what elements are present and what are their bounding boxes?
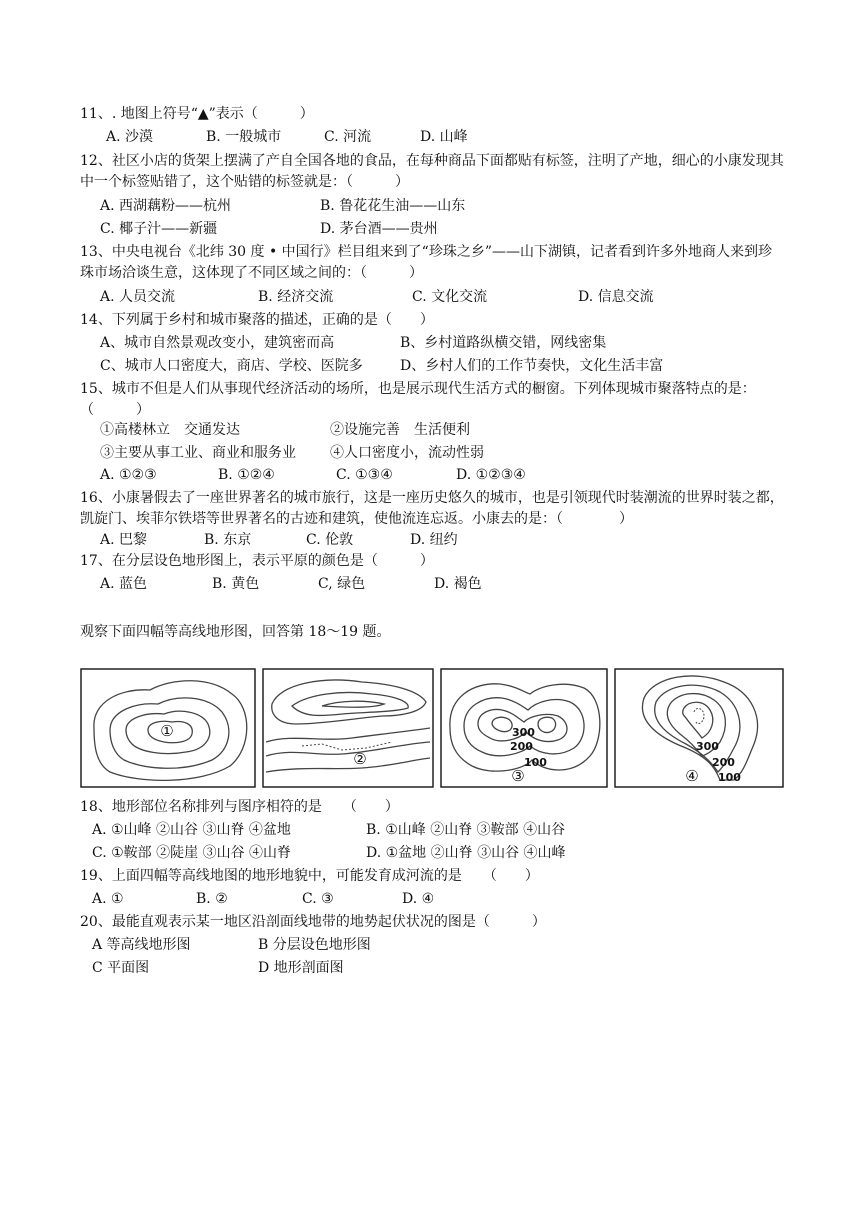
question-16-option-c: C. 伦敦 — [306, 532, 354, 548]
question-11-option-b: B. 一般城市 — [206, 129, 282, 145]
figure-label-3: ③ — [511, 767, 525, 785]
question-18-option-b: B. ①山峰 ②山脊 ③鞍部 ④山谷 — [366, 822, 566, 838]
question-12-option-c: C. 椰子汁——新疆 — [100, 221, 218, 237]
contour-figures — [80, 668, 784, 788]
question-15-statement-2: ②设施完善 生活便利 — [330, 422, 470, 438]
question-20-stem: 20、最能直观表示某一地区沿剖面线地带的地势起伏状况的图是（ ） — [80, 914, 546, 930]
question-11-option-c: C. 河流 — [324, 129, 372, 145]
contour-map-3 — [440, 668, 608, 788]
question-14-stem: 14、下列属于乡村和城市聚落的描述，正确的是（ ） — [80, 312, 434, 328]
contour-map-4 — [614, 668, 784, 788]
question-15-statement-3: ③主要从事工业、商业和服务业 — [100, 445, 296, 461]
figure-label-2: ② — [353, 750, 367, 768]
figure-label-1: ① — [160, 722, 174, 740]
question-19-option-a: A. ① — [92, 891, 124, 907]
figure-3-contour-100: 100 — [524, 756, 547, 769]
question-17-option-b: B. 黄色 — [212, 576, 260, 592]
question-20-option-d: D 地形剖面图 — [258, 960, 344, 976]
question-18-stem: 18、地形部位名称排列与图序相符的是 （ ） — [80, 799, 399, 815]
question-18-option-d: D. ①盆地 ②山脊 ③山谷 ④山峰 — [366, 845, 566, 861]
question-15-statement-4: ④人口密度小，流动性弱 — [330, 445, 484, 461]
question-13-option-b: B. 经济交流 — [258, 289, 334, 305]
question-19-option-d: D. ④ — [402, 891, 435, 907]
question-17-option-a: A. 蓝色 — [100, 576, 148, 592]
figure-3-contour-200: 200 — [510, 740, 533, 753]
question-14-option-b: B、乡村道路纵横交错，网线密集 — [400, 335, 607, 351]
question-13-option-a: A. 人员交流 — [100, 289, 176, 305]
question-20-option-b: B 分层设色地形图 — [258, 937, 371, 953]
question-16-option-b: B. 东京 — [204, 532, 252, 548]
question-16-stem: 16、小康暑假去了一座世界著名的城市旅行，这是一座历史悠久的城市，也是引领现代时装潮流的世界时装之都，凯旋门、埃菲尔铁塔等世界著名的古迹和建筑，使他流连忘返。小康去的是：（ ） — [80, 490, 784, 527]
question-13-option-d: D. 信息交流 — [578, 289, 654, 305]
question-13-option-c: C. 文化交流 — [412, 289, 488, 305]
question-15-option-c: C. ①③④ — [336, 467, 393, 483]
figure-intro: 观察下面四幅等高线地形图，回答第 18～19 题。 — [80, 624, 391, 640]
question-12-option-d: D. 茅台酒——贵州 — [320, 221, 438, 237]
figure-4-contour-200: 200 — [712, 756, 735, 769]
question-20-option-a: A 等高线地形图 — [92, 937, 191, 953]
question-20-option-c: C 平面图 — [92, 960, 150, 976]
question-11-stem: 11、. 地图上符号“▲”表示（ ） — [80, 106, 314, 122]
question-19-option-c: C. ③ — [302, 891, 334, 907]
question-12-stem: 12、社区小店的货架上摆满了产自全国各地的食品，在每种商品下面都贴有标签，注明了产地，细心的小康发现其中一个标签贴错了，这个贴错的标签就是：（ ） — [80, 153, 784, 190]
question-14-option-a: A、城市自然景观改变小，建筑密而高 — [100, 335, 335, 351]
question-19-stem: 19、上面四幅等高线地图的地形地貌中，可能发育成河流的是 （ ） — [80, 868, 539, 884]
question-15-statement-1: ①高楼林立 交通发达 — [100, 422, 240, 438]
question-18-option-a: A. ①山峰 ②山谷 ③山脊 ④盆地 — [92, 822, 291, 838]
question-13-stem: 13、中央电视台《北纬 30 度 • 中国行》栏目组来到了“珍珠之乡”——山下湖镇，记者看到许多外地商人来到珍珠市场洽谈生意，这体现了不同区域之间的：（ ） — [80, 244, 772, 281]
question-19-option-b: B. ② — [196, 891, 228, 907]
question-15-option-d: D. ①②③④ — [456, 467, 526, 483]
question-15-option-a: A. ①②③ — [100, 467, 157, 483]
question-15-option-b: B. ①②④ — [218, 467, 275, 483]
question-16-option-a: A. 巴黎 — [100, 532, 148, 548]
figure-4-contour-100: 100 — [718, 771, 741, 784]
question-11-option-d: D. 山峰 — [420, 129, 468, 145]
figure-3-contour-300: 300 — [512, 726, 535, 739]
question-17-option-d: D. 褐色 — [434, 576, 482, 592]
contour-map-2 — [262, 668, 434, 788]
question-18-option-c: C. ①鞍部 ②陡崖 ③山谷 ④山脊 — [92, 845, 292, 861]
figure-4-contour-300: 300 — [696, 740, 719, 753]
question-14-option-c: C、城市人口密度大，商店、学校、医院多 — [100, 358, 363, 374]
question-17-stem: 17、在分层设色地形图上，表示平原的颜色是（ ） — [80, 553, 434, 569]
question-16-option-d: D. 纽约 — [410, 532, 458, 548]
question-12-option-a: A. 西湖藕粉——杭州 — [100, 198, 232, 214]
figure-label-4: ④ — [685, 767, 699, 785]
question-15-stem: 15、城市不但是人们从事现代经济活动的场所，也是展示现代生活方式的橱窗。下列体现城市聚落特点的是：（ ） — [80, 381, 756, 418]
question-11-option-a: A. 沙漠 — [106, 129, 154, 145]
question-17-option-c: C, 绿色 — [318, 576, 366, 592]
question-12-option-b: B. 鲁花花生油——山东 — [320, 198, 466, 214]
question-14-option-d: D、乡村人们的工作节奏快，文化生活丰富 — [400, 358, 664, 374]
contour-map-1 — [80, 668, 256, 788]
